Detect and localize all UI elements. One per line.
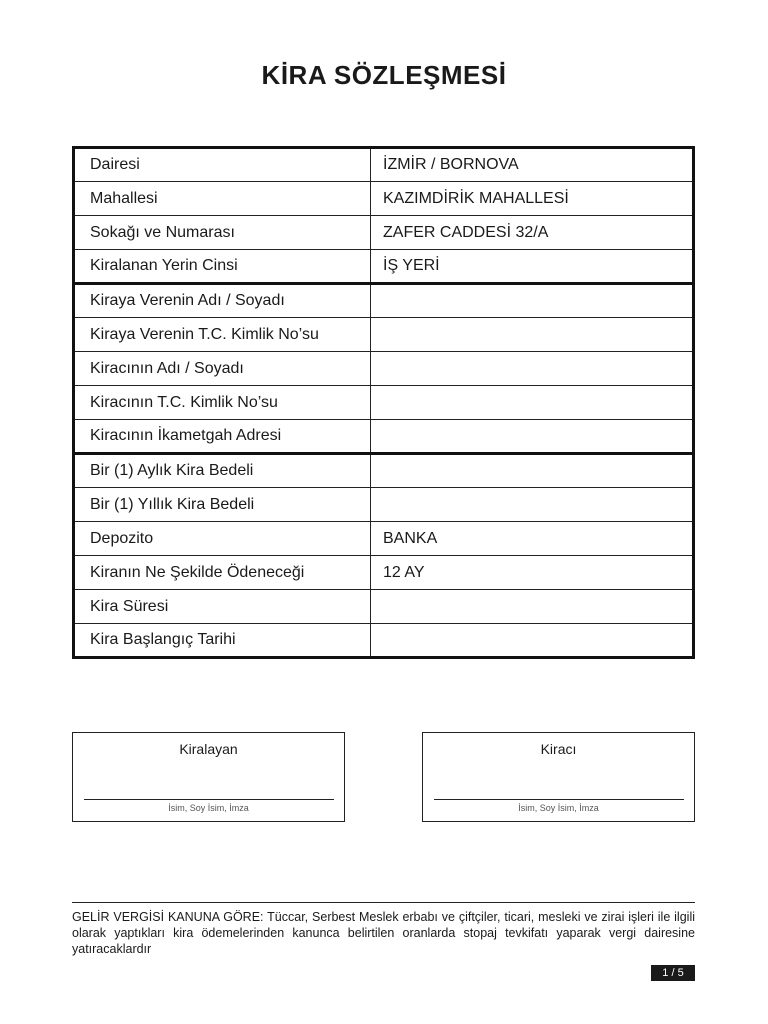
row-value-field[interactable]: 12 AY <box>371 556 694 590</box>
footer-divider <box>72 902 695 903</box>
row-value-field[interactable] <box>371 590 694 624</box>
row-value-field[interactable] <box>371 386 694 420</box>
row-label: Kiracının İkametgah Adresi <box>74 420 371 454</box>
row-value-field[interactable] <box>371 488 694 522</box>
row-label: Mahallesi <box>74 182 371 216</box>
row-label: Kira Başlangıç Tarihi <box>74 624 371 658</box>
row-value-field[interactable] <box>371 318 694 352</box>
form-row-yillik-bedel <box>74 488 694 522</box>
row-label: Sokağı ve Numarası <box>74 216 371 250</box>
footer-tax-note: GELİR VERGİSİ KANUNA GÖRE: Tüccar, Serbest Meslek erbabı ve çiftçiler, ticari, mesleki ve zirai işleri ile ilgili olarak yaptıkları kira ödemelerinden kanunca belirtilen oranlarda stopaj tevkifatı yaparak vergi dairesine yatıracaklardır <box>72 910 695 956</box>
form-row-sokak-numara <box>74 216 694 250</box>
tenant-signature-line <box>434 799 684 800</box>
document-title: KİRA SÖZLEŞMESİ <box>261 60 507 90</box>
row-value-field[interactable] <box>371 284 694 318</box>
form-row-kira-suresi <box>74 590 694 624</box>
lease-form-table <box>72 146 695 659</box>
form-row-yer-cinsi <box>74 250 694 284</box>
row-value-field[interactable] <box>371 352 694 386</box>
row-label: Kiracının Adı / Soyadı <box>74 352 371 386</box>
row-label: Kiralanan Yerin Cinsi <box>74 250 371 284</box>
form-row-kiraci-adres <box>74 420 694 454</box>
row-value-field[interactable]: İZMİR / BORNOVA <box>371 148 694 182</box>
landlord-signature-line <box>84 799 334 800</box>
form-row-kiraya-veren-tc <box>74 318 694 352</box>
form-row-odeme-sekli <box>74 556 694 590</box>
row-label: Kiraya Verenin T.C. Kimlik No’su <box>74 318 371 352</box>
tenant-signature-hint: İsim, Soy İsim, İmza <box>518 803 599 813</box>
row-value-field[interactable] <box>371 454 694 488</box>
row-label: Kiraya Verenin Adı / Soyadı <box>74 284 371 318</box>
form-row-kiraya-veren-ad <box>74 284 694 318</box>
form-row-depozito <box>74 522 694 556</box>
row-value-field[interactable]: İŞ YERİ <box>371 250 694 284</box>
row-label: Dairesi <box>74 148 371 182</box>
page-indicator: 1 / 5 <box>651 965 695 981</box>
row-label: Depozito <box>74 522 371 556</box>
form-row-baslangic-tarihi <box>74 624 694 658</box>
row-value-field[interactable] <box>371 624 694 658</box>
form-row-mahallesi <box>74 182 694 216</box>
form-row-kiraci-ad <box>74 352 694 386</box>
landlord-signature-hint: İsim, Soy İsim, İmza <box>168 803 249 813</box>
landlord-signature-box[interactable] <box>72 732 345 822</box>
row-label: Bir (1) Aylık Kira Bedeli <box>74 454 371 488</box>
form-row-kiraci-tc <box>74 386 694 420</box>
form-row-aylik-bedel <box>74 454 694 488</box>
row-value-field[interactable]: BANKA <box>371 522 694 556</box>
row-value-field[interactable]: KAZIMDİRİK MAHALLESİ <box>371 182 694 216</box>
row-value-field[interactable] <box>371 420 694 454</box>
tenant-signature-box[interactable] <box>422 732 695 822</box>
row-label: Kiranın Ne Şekilde Ödeneceği <box>74 556 371 590</box>
row-label: Kiracının T.C. Kimlik No’su <box>74 386 371 420</box>
row-label: Bir (1) Yıllık Kira Bedeli <box>74 488 371 522</box>
landlord-signature-title: Kiralayan <box>179 741 238 757</box>
row-label: Kira Süresi <box>74 590 371 624</box>
form-row-dairesi <box>74 148 694 182</box>
row-value-field[interactable]: ZAFER CADDESİ 32/A <box>371 216 694 250</box>
tenant-signature-title: Kiracı <box>540 741 577 757</box>
